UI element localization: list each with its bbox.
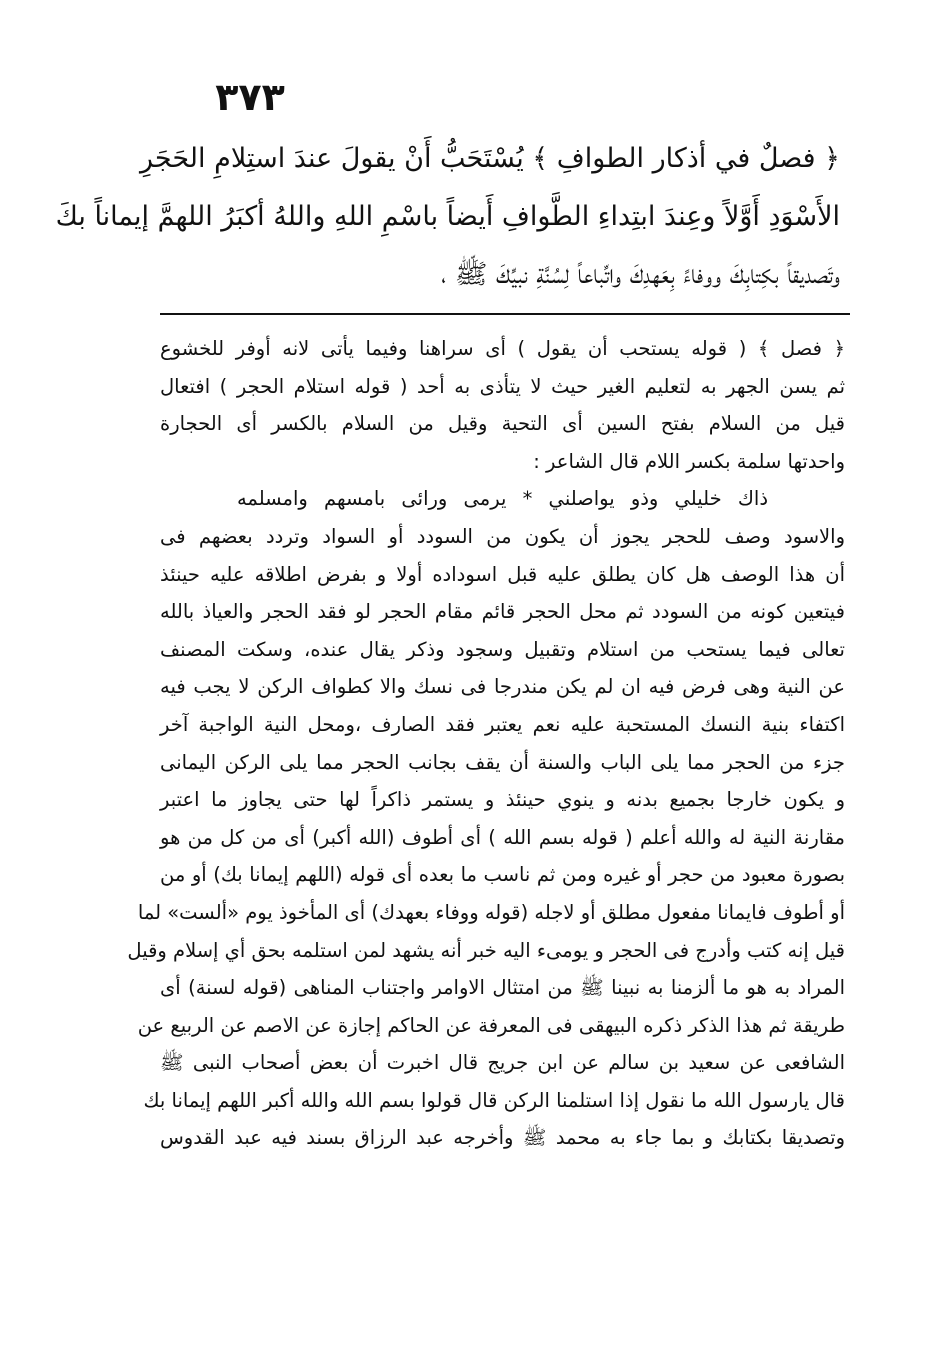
commentary-line: جزء من الحجر مما يلى الباب والسنة أن يقف بجانب الحجر مما يلى الركن اليمانى	[160, 750, 845, 774]
commentary-line: وتصديقا بكتابك و بما جاء به محمد ﷺ وأخرجه عبد الرزاق بسند فيه عبد القدوس	[160, 1126, 845, 1150]
poetry-verse: ذاك خليلي وذو يواصلني * يرمى ورائى بامسهم وامسلمه	[236, 487, 769, 511]
commentary-line: تعالى فيما يستحب من استلام وتقبيل وسجود وذكر يقال عنده، وسكت المصنف	[160, 637, 845, 661]
commentary-line: قال يارسول الله ما نقول إذا استلمنا الركن قال قولوا بسم الله والله أكبر اللهم إيمانا بك	[143, 1088, 845, 1112]
commentary-line: قيل إنه كتب وأدرج فى الحجر و يومىء اليه خبر أنه يشهد لمن استلمه بحق أي إسلام وقيل	[127, 938, 845, 962]
commentary-block	[127, 330, 845, 1157]
commentary-line: ثم يسن الجهر به لتعليم الغير حيث لا يتأذى به أحد ( قوله استلام الحجر ) افتعال	[160, 374, 845, 398]
main-text-block	[55, 130, 840, 304]
commentary-line: الشافعى عن سعيد بن سالم عن ابن جريج قال اخبرت أن بعض أصحاب النبى ﷺ	[160, 1051, 845, 1075]
main-text-line: وتَصديقاً بكِتابِكَ ووفاءً بِعَهدِكَ واتِّباعاً لِسُنَّةِ نبيِّكَ ﷺ ،	[441, 259, 840, 290]
commentary-line: والاسود وصف للحجر يجوز أن يكون من السودد أو السواد وتردد بعضهم فى	[160, 524, 845, 548]
commentary-line: فيتعين كونه من السودد ثم محل الحجر قائم مقام الحجر لو فقد الحجر والعياذ بالله	[160, 600, 845, 624]
commentary-line: بصورة معبود من حجر أو غيره ومن ثم ناسب ما بعده أى قوله (اللهم إيمانا بك) أو من	[160, 863, 845, 887]
commentary-line: طريقة ثم هذا الذكر ذكره البيهقى فى المعرفة عن الحاكم إجازة عن الاصم عن الربيع عن	[137, 1013, 845, 1037]
commentary-line: اكتفاء بنية النسك المستحبة عليه نعم يعتبر فقد الصارف ،ومحل النية الواجبة آخر	[160, 712, 845, 736]
main-text-line: ﴿ فصلٌ في أذكار الطوافِ ﴾ يُسْتَحَبُّ أَنْ يقولَ عندَ استِلامِ الحَجَرِ	[140, 143, 840, 174]
commentary-line: أو أطوف فايمانا مفعول مطلق أو لاجله (قوله ووفاء بعهدك) أى المأخوذ يوم «ألست» لما	[137, 900, 845, 924]
commentary-line: واحدتها سلمة بكسر اللام قال الشاعر :	[533, 449, 845, 473]
commentary-line: أن هذا الوصف هل كان يطلق عليه قبل اسوداده أولا و بفرض اطلاقه عليه حينئذ	[160, 562, 845, 586]
page-number: ٣٧٣	[215, 75, 285, 119]
commentary-line: مقارنة النية له والله أعلم ( قوله بسم الله ) أى أطوف (الله أكبر) أى من كل من هو	[160, 825, 845, 849]
commentary-line: عن النية وهى فرض فيه ان لم يكن مندرجا فى نسك والا كطواف الركن لا يجب فيه	[160, 675, 845, 699]
commentary-line: قيل من السلام بفتح السين أى التحية وقيل من السلام بالكسر أى الحجارة	[160, 412, 845, 436]
commentary-line: و يكون خارجا بجميع بدنه و ينوي حينئذ و يستمر ذاكراً لها حتى يجاوز ما اعتبر	[160, 788, 845, 812]
section-divider	[160, 313, 850, 315]
main-text-line: الأَسْوَدِ أَوَّلاً وعِندَ ابتِداءِ الطَّوافِ أَيضاً باسْمِ اللهِ واللهُ أكبَرُ اللهمَّ إيماناً بكَ	[55, 201, 840, 232]
commentary-line: ﴿ فصل ﴾ ( قوله يستحب أن يقول ) أى سراهنا وفيما يأتى لانه أوفر للخشوع	[160, 337, 845, 360]
commentary-line: المراد به هو ما ألزمنا به نبينا ﷺ من امتثال الاوامر واجتناب المناهى (قوله لسنة) أى	[160, 976, 845, 1000]
